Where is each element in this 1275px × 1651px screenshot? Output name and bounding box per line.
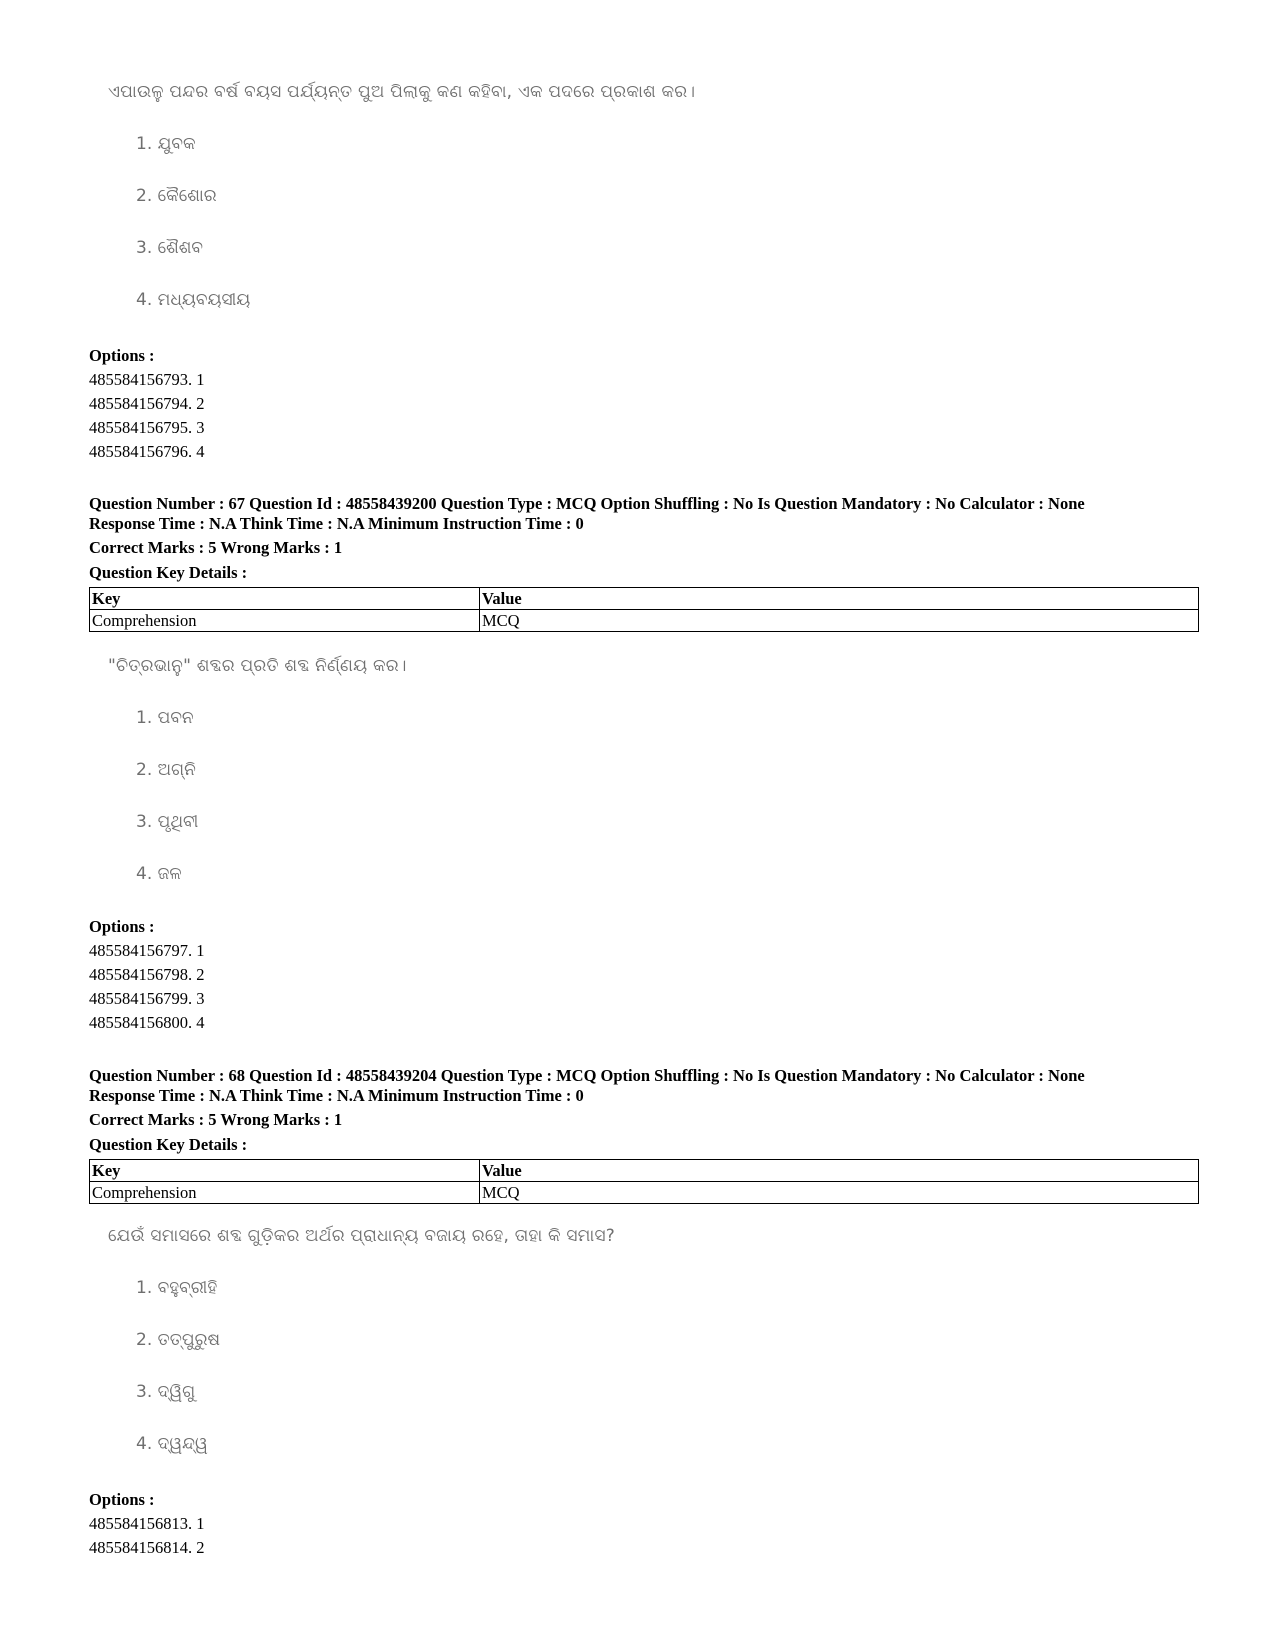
question-66-options <box>89 344 205 464</box>
question-68-options <box>89 1488 205 1560</box>
question-meta-line: Question Number : 67 Question Id : 48558439200 Question Type : MCQ Option Shuffling : No Is Question Mandatory : No Calculator : None <box>89 494 1085 513</box>
table-header-value: Value <box>480 1160 1199 1182</box>
key-details-label: Question Key Details : <box>89 1135 248 1154</box>
choice-2: 2. ଅଗ୍ନି <box>136 760 196 780</box>
table-header-value: Value <box>480 588 1199 610</box>
choice-1: 1. ବହୁବ୍ରୀହି <box>136 1278 218 1298</box>
option-line: 485584156814. 2 <box>89 1538 205 1557</box>
option-line: 485584156794. 2 <box>89 394 205 413</box>
question-68-image <box>108 1226 708 1454</box>
choice-3: 3. ଦ୍ୱିଗୁ <box>136 1382 196 1402</box>
question-66-text: ଏପାଉଳୁ ପନ୍ଦର ବର୍ଷ ବୟସ ପର୍ଯ୍ୟନ୍ତ ପୁଅ ପିଲାକୁ କଣ କହିବା, ଏକ ପଦରେ ପ୍ରକାଶ କର। <box>108 82 696 102</box>
table-cell-key: Comprehension <box>90 610 480 632</box>
option-line: 485584156793. 1 <box>89 370 205 389</box>
question-meta-line: Response Time : N.A Think Time : N.A Minimum Instruction Time : 0 <box>89 1086 584 1105</box>
choice-1: 1. ଯୁବକ <box>136 134 196 154</box>
choice-2: 2. କୈଶୋର <box>136 186 217 206</box>
choice-1: 1. ପବନ <box>136 708 194 728</box>
table-row <box>90 610 1199 632</box>
question-67-image <box>108 656 708 884</box>
table-header-row <box>90 588 1199 610</box>
choice-3: 3. ଶୈଶବ <box>136 238 204 258</box>
option-line: 485584156796. 4 <box>89 442 205 461</box>
option-line: 485584156800. 4 <box>89 1013 205 1032</box>
question-meta-line: Response Time : N.A Think Time : N.A Minimum Instruction Time : 0 <box>89 514 584 533</box>
question-68-choices <box>108 1278 708 1454</box>
option-line: 485584156813. 1 <box>89 1514 205 1533</box>
options-label: Options : <box>89 1490 155 1509</box>
choice-4: 4. ଦ୍ୱନ୍ଦ୍ୱ <box>136 1434 208 1454</box>
question-68-meta <box>89 1066 1199 1204</box>
question-66-image <box>108 82 708 310</box>
question-meta-line: Question Number : 68 Question Id : 48558439204 Question Type : MCQ Option Shuffling : No Is Question Mandatory : No Calculator : None <box>89 1066 1085 1085</box>
question-68-text: ଯେଉଁ ସମାସରେ ଶବ୍ଦ ଗୁଡ଼ିକର ଅର୍ଥର ପ୍ରାଧାନ୍ୟ ବଜାୟ ରହେ, ତାହା କି ସମାସ? <box>108 1226 615 1246</box>
table-header-row <box>90 1160 1199 1182</box>
choice-3: 3. ପୃଥିବୀ <box>136 812 199 832</box>
key-details-table <box>89 1159 1199 1204</box>
question-67-meta <box>89 494 1199 632</box>
marks-line: Correct Marks : 5 Wrong Marks : 1 <box>89 1110 343 1129</box>
table-header-key: Key <box>90 1160 480 1182</box>
table-cell-value: MCQ <box>480 1182 1199 1204</box>
table-header-key: Key <box>90 588 480 610</box>
choice-4: 4. ଜଳ <box>136 864 182 884</box>
option-line: 485584156797. 1 <box>89 941 205 960</box>
choice-2: 2. ତତ୍ପୁରୁଷ <box>136 1330 221 1350</box>
option-line: 485584156795. 3 <box>89 418 205 437</box>
marks-line: Correct Marks : 5 Wrong Marks : 1 <box>89 538 343 557</box>
question-67-choices <box>108 708 708 884</box>
table-row <box>90 1182 1199 1204</box>
key-details-label: Question Key Details : <box>89 563 248 582</box>
question-66-choices <box>108 134 708 310</box>
option-line: 485584156798. 2 <box>89 965 205 984</box>
key-details-table <box>89 587 1199 632</box>
question-67-text: "ଚିତ୍ରଭାନୁ" ଶବ୍ଦର ପ୍ରତି ଶବ୍ଦ ନିର୍ଣ୍ଣୟ କର। <box>108 656 407 676</box>
table-cell-key: Comprehension <box>90 1182 480 1204</box>
option-line: 485584156799. 3 <box>89 989 205 1008</box>
choice-4: 4. ମଧ୍ୟବୟସୀୟ <box>136 290 251 310</box>
options-label: Options : <box>89 346 155 365</box>
options-label: Options : <box>89 917 155 936</box>
question-67-options <box>89 915 205 1035</box>
table-cell-value: MCQ <box>480 610 1199 632</box>
